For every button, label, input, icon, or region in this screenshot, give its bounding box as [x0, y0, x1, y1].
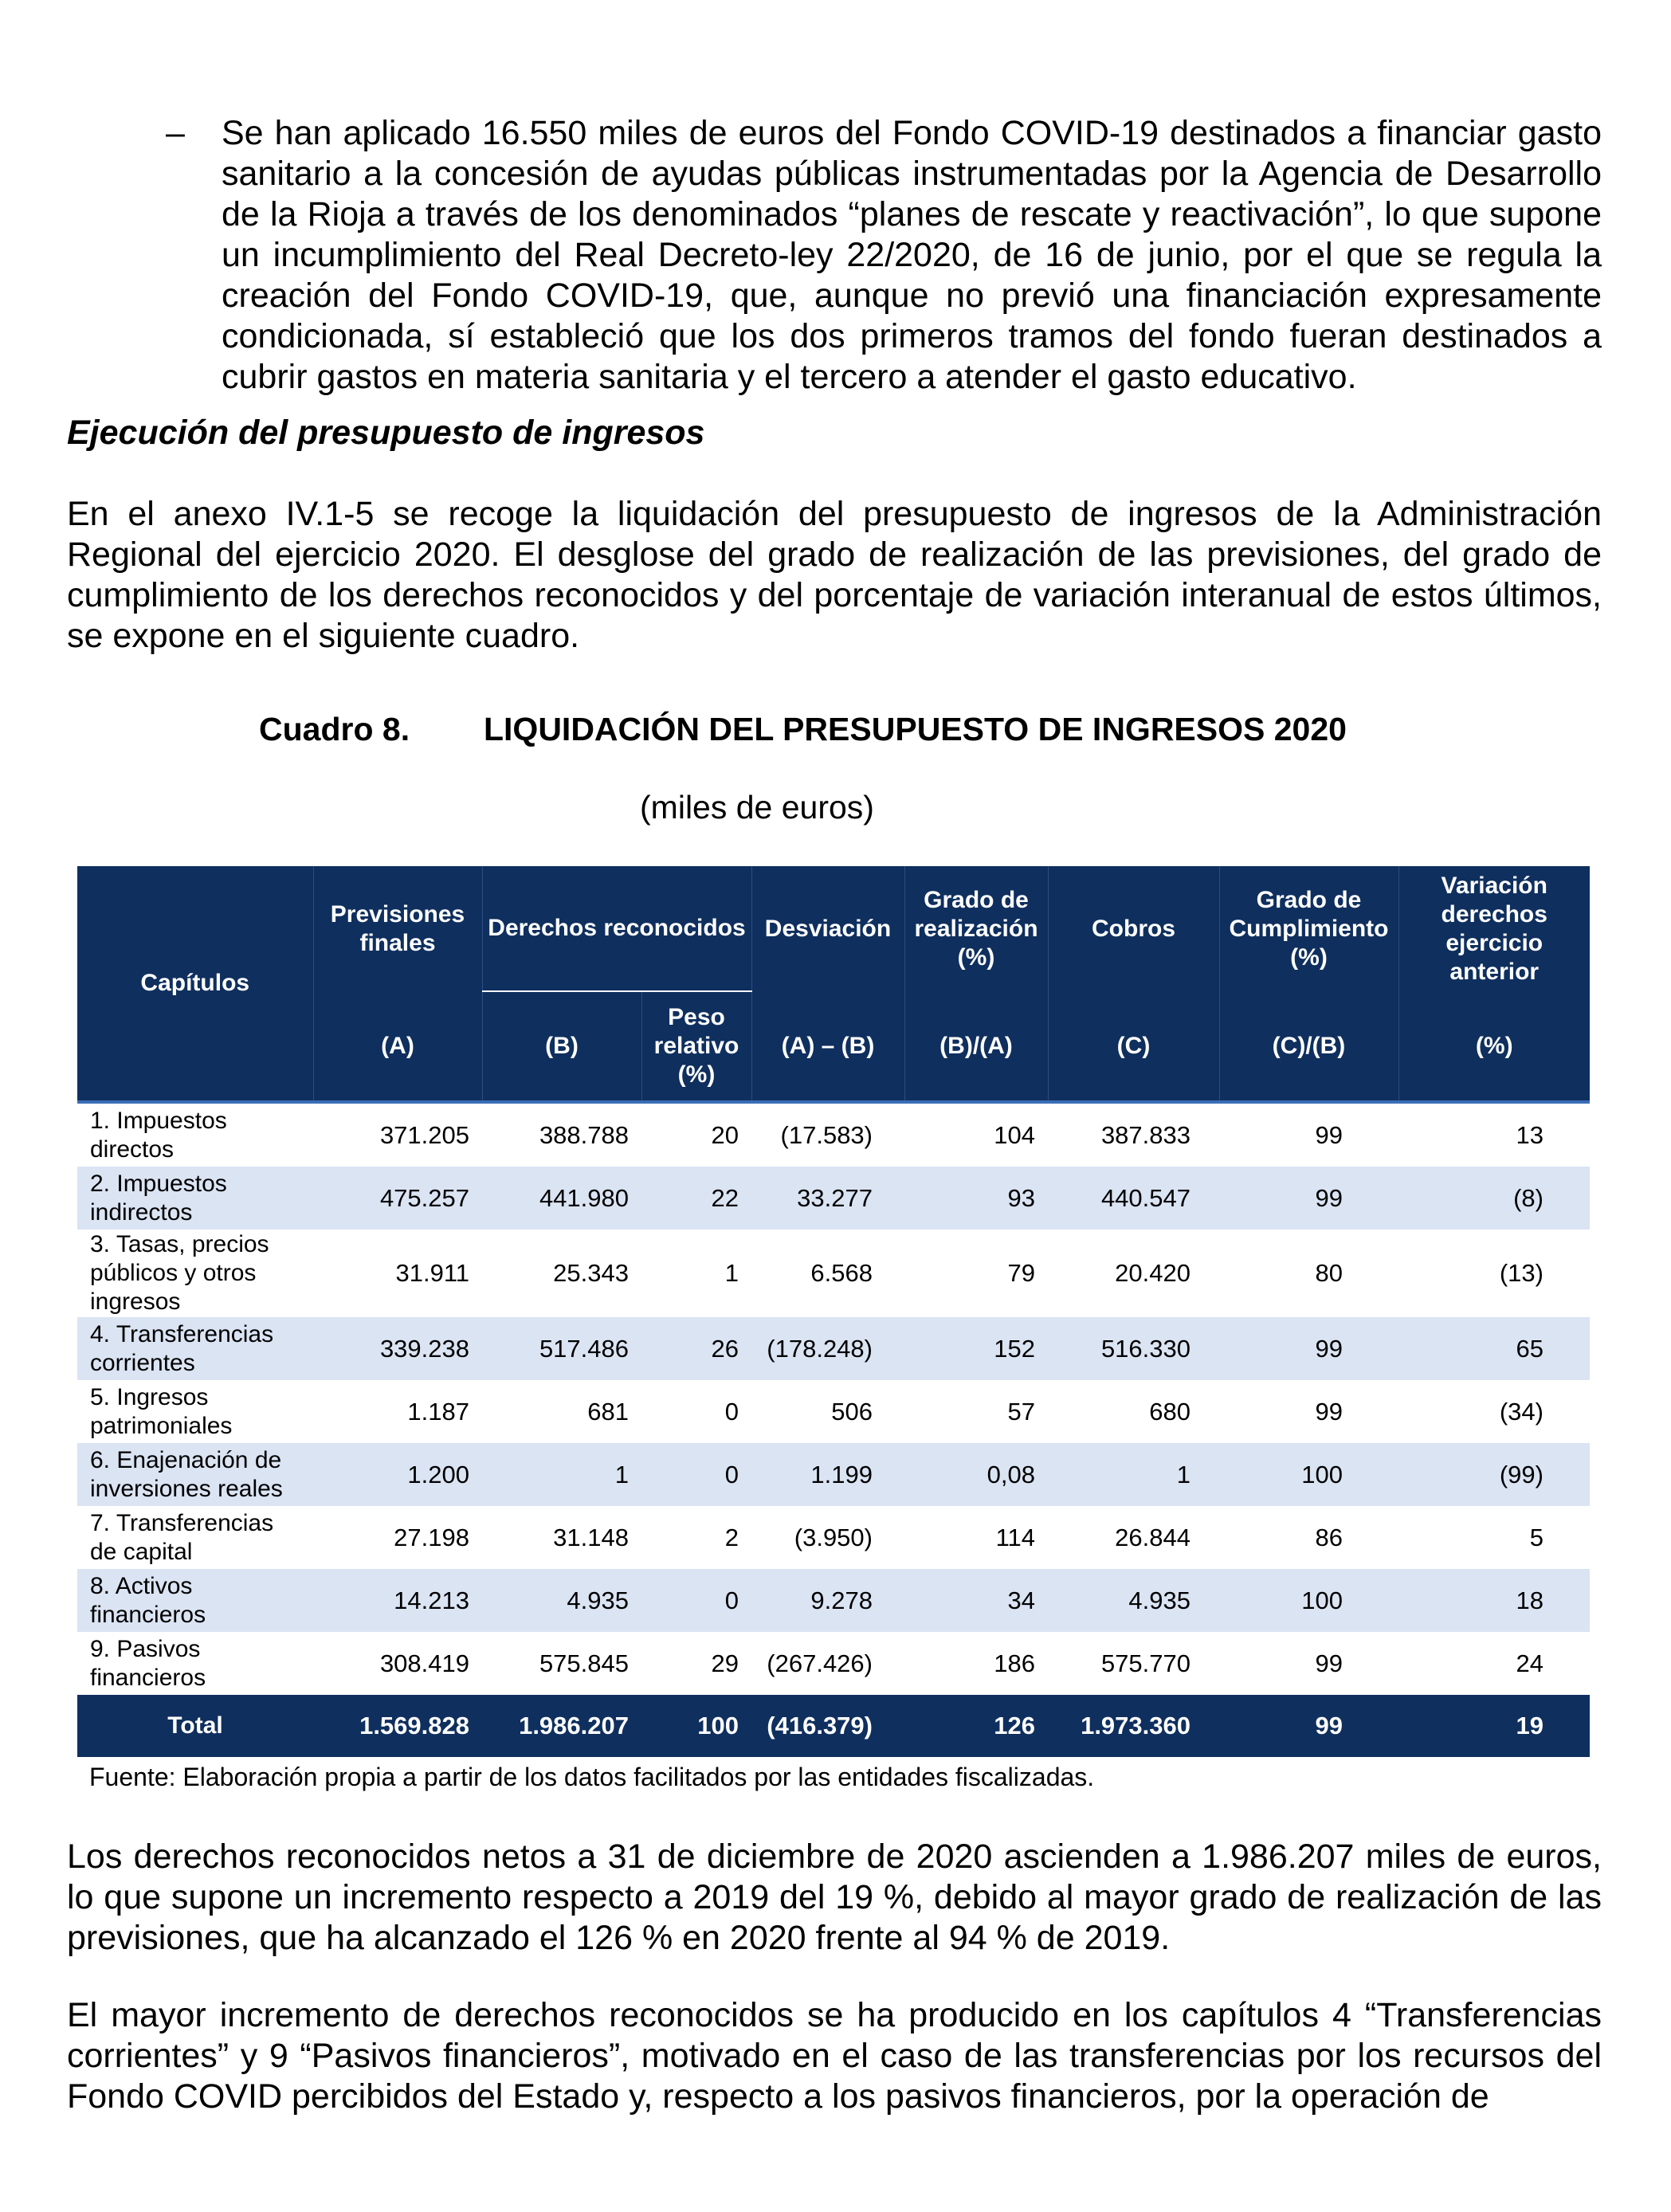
header-variacion: Variación derechos ejercicio anterior	[1398, 866, 1590, 991]
cell-previsiones: 339.238	[313, 1317, 482, 1380]
table-row	[77, 1230, 1590, 1317]
cell-previsiones: 475.257	[313, 1167, 482, 1230]
cell-cobros: 26.844	[1115, 1523, 1190, 1551]
cell-previsiones: 1.200	[313, 1443, 482, 1506]
subheader-b-over-a: (B)/(A)	[904, 991, 1048, 1102]
total-derechos: 1.986.207	[482, 1695, 641, 1757]
cell-peso: 0	[641, 1443, 751, 1506]
cell-cobros: 1	[1048, 1443, 1219, 1506]
cell-desviacion: 9.278	[751, 1569, 904, 1632]
section-heading: Ejecución del presupuesto de ingresos	[67, 414, 705, 452]
cell-derechos: 441.980	[482, 1167, 641, 1230]
cell-desviacion: 506	[831, 1397, 873, 1426]
cell-previsiones: 371.205	[379, 1120, 469, 1149]
cell-cobros: 440.547	[1048, 1167, 1219, 1230]
cell-capitulo: 2. Impuestos indirectos	[77, 1167, 313, 1230]
cell-previsiones: 31.911	[395, 1259, 469, 1287]
intro-paragraph: En el anexo IV.1-5 se recoge la liquidación del presupuesto de ingresos de la Administración Regional del ejercicio 2020. El desglose del grado de realización de las previsiones, del grado de cumplimiento de los derechos reconocidos y del porcentaje de variación interanual de estos últimos, se expone en el siguiente cuadro.	[67, 495, 1602, 655]
cell-realizacion: 34	[904, 1569, 1048, 1632]
table-title: LIQUIDACIÓN DEL PRESUPUESTO DE INGRESOS 2020	[484, 711, 1347, 747]
cell-peso: 26	[641, 1317, 751, 1380]
header-capitulos: Capítulos	[77, 866, 313, 1102]
cell-peso: 1	[724, 1259, 739, 1287]
table-source: Fuente: Elaboración propia a partir de los datos facilitados por las entidades fiscalizadas.	[89, 1763, 1095, 1791]
cell-variacion: 13	[1516, 1120, 1544, 1149]
subheader-b: (B)	[482, 991, 641, 1102]
cell-cobros: 516.330	[1048, 1317, 1219, 1380]
total-cobros: 1.973.360	[1048, 1695, 1219, 1757]
table-units: (miles de euros)	[640, 789, 874, 826]
income-budget-table	[77, 866, 1590, 1757]
bullet-text: Se han aplicado 16.550 miles de euros del Fondo COVID-19 destinados a financiar gasto sanitario a la concesión de ayudas públicas instrumentadas por la Agencia de Desarrollo de la Rioja a través de los denominados “planes de rescate y reactivación”, lo que supone un incumplimiento del Real Decreto-ley 22/2020, de 16 de junio, por el que se regula la creación del Fondo COVID-19, que, aunque no previó una financiación expresamente condicionada, sí estableció que los dos primeros tramos del fondo fueran destinados a cubrir gastos en materia sanitaria y el tercero a atender el gasto educativo.	[222, 114, 1602, 396]
cell-cumplimiento: 80	[1315, 1259, 1343, 1287]
table-row	[77, 1569, 1590, 1632]
table-row	[77, 1317, 1590, 1380]
cell-peso: 0	[724, 1397, 739, 1426]
header-derechos: Derechos reconocidos	[482, 866, 751, 991]
paragraph-derechos: Los derechos reconocidos netos a 31 de diciembre de 2020 ascienden a 1.986.207 miles de euros, lo que supone un incremento respecto a 2019 del 19 %, debido al mayor grado de realización de las previsiones, que ha alcanzado el 126 % en 2020 frente al 94 % de 2019.	[67, 1837, 1602, 1957]
cell-variacion: 18	[1398, 1569, 1590, 1632]
cell-derechos: 517.486	[482, 1317, 641, 1380]
table-label: Cuadro 8.	[259, 711, 410, 747]
cell-realizacion: 114	[995, 1523, 1035, 1551]
cell-desviacion: (178.248)	[751, 1317, 904, 1380]
subheader-peso: Peso relativo (%)	[641, 991, 751, 1102]
cell-desviacion: (3.950)	[794, 1523, 873, 1551]
cell-desviacion: (267.426)	[767, 1649, 873, 1677]
cell-cobros: 20.420	[1115, 1259, 1190, 1287]
paragraph-incremento: El mayor incremento de derechos reconocidos se ha producido en los capítulos 4 “Transferencias corrientes” y 9 “Pasivos financieros”, motivado en el caso de las transferencias por los recursos del Fondo COVID percibidos del Estado y, respecto a los pasivos financieros, por la operación de	[67, 1996, 1602, 2116]
subheader-pct: (%)	[1398, 991, 1590, 1102]
header-desviacion: Desviación	[751, 866, 904, 991]
cell-cumplimiento: 99	[1315, 1649, 1343, 1677]
cell-peso: 20	[711, 1120, 739, 1149]
table-row	[77, 1443, 1590, 1506]
total-variacion: 19	[1398, 1695, 1590, 1757]
cell-derechos: 1	[482, 1443, 641, 1506]
cell-derechos: 25.343	[553, 1259, 629, 1287]
subheader-a: (A)	[313, 991, 482, 1102]
table-row	[77, 1102, 1590, 1167]
cell-capitulo: 7. Transferencias de capital	[90, 1509, 274, 1565]
cell-variacion: (8)	[1398, 1167, 1590, 1230]
cell-variacion: (13)	[1499, 1259, 1544, 1287]
cell-variacion: 5	[1529, 1523, 1544, 1551]
table-row	[77, 1167, 1590, 1230]
cell-cumplimiento: 99	[1219, 1167, 1398, 1230]
cell-capitulo: 5. Ingresos patrimoniales	[90, 1383, 233, 1439]
cell-cobros: 4.935	[1048, 1569, 1219, 1632]
cell-realizacion: 152	[904, 1317, 1048, 1380]
cell-cumplimiento: 86	[1315, 1523, 1343, 1551]
cell-variacion: (34)	[1499, 1397, 1544, 1426]
cell-variacion: 24	[1516, 1649, 1544, 1677]
cell-cobros: 575.770	[1100, 1649, 1190, 1677]
cell-realizacion: 57	[1007, 1397, 1035, 1426]
header-cobros: Cobros	[1048, 866, 1219, 991]
cell-derechos: 388.788	[539, 1120, 629, 1149]
subheader-a-minus-b: (A) – (B)	[751, 991, 904, 1102]
cell-cumplimiento: 100	[1219, 1569, 1398, 1632]
header-grado-realizacion: Grado de realización (%)	[904, 866, 1048, 991]
total-previsiones: 1.569.828	[313, 1695, 482, 1757]
cell-derechos: 31.148	[553, 1523, 629, 1551]
bullet-dash: –	[166, 114, 185, 152]
cell-capitulo: 6. Enajenación de inversiones reales	[77, 1443, 313, 1506]
header-grado-cumplimiento: Grado de Cumplimiento (%)	[1219, 866, 1398, 991]
cell-realizacion: 186	[994, 1649, 1035, 1677]
cell-realizacion: 104	[994, 1120, 1035, 1149]
cell-realizacion: 0,08	[904, 1443, 1048, 1506]
subheader-c-over-b: (C)/(B)	[1219, 991, 1398, 1102]
cell-previsiones: 14.213	[313, 1569, 482, 1632]
cell-derechos: 575.845	[539, 1649, 629, 1677]
total-desviacion: (416.379)	[751, 1695, 904, 1757]
cell-capitulo: 3. Tasas, precios públicos y otros ingresos	[90, 1231, 269, 1315]
cell-variacion: (99)	[1398, 1443, 1590, 1506]
cell-capitulo: 1. Impuestos directos	[90, 1107, 227, 1163]
cell-variacion: 65	[1398, 1317, 1590, 1380]
table-header-row	[77, 866, 1590, 991]
table-row	[77, 1632, 1590, 1695]
cell-capitulo: 4. Transferencias corrientes	[77, 1317, 313, 1380]
cell-previsiones: 27.198	[394, 1523, 469, 1551]
cell-realizacion: 79	[1007, 1259, 1035, 1287]
cell-cumplimiento: 99	[1315, 1397, 1343, 1426]
cell-realizacion: 93	[904, 1167, 1048, 1230]
subheader-c: (C)	[1048, 991, 1219, 1102]
cell-cumplimiento: 99	[1219, 1317, 1398, 1380]
total-realizacion: 126	[904, 1695, 1048, 1757]
cell-desviacion: (17.583)	[780, 1120, 873, 1149]
total-cumplimiento: 99	[1219, 1695, 1398, 1757]
cell-peso: 29	[711, 1649, 739, 1677]
cell-desviacion: 6.568	[810, 1259, 873, 1287]
total-peso: 100	[641, 1695, 751, 1757]
cell-cumplimiento: 100	[1219, 1443, 1398, 1506]
cell-cobros: 680	[1149, 1397, 1190, 1426]
total-label: Total	[77, 1695, 313, 1757]
cell-desviacion: 1.199	[751, 1443, 904, 1506]
cell-peso: 22	[641, 1167, 751, 1230]
cell-previsiones: 308.419	[379, 1649, 469, 1677]
table-row	[77, 1380, 1590, 1443]
cell-peso: 2	[724, 1523, 739, 1551]
table-total-row	[77, 1695, 1590, 1757]
cell-peso: 0	[641, 1569, 751, 1632]
cell-capitulo: 8. Activos financieros	[77, 1569, 313, 1632]
cell-capitulo: 9. Pasivos financieros	[90, 1635, 206, 1691]
cell-desviacion: 33.277	[751, 1167, 904, 1230]
cell-cumplimiento: 99	[1315, 1120, 1343, 1149]
header-previsiones: Previsiones finales	[313, 866, 482, 991]
cell-derechos: 681	[587, 1397, 629, 1426]
cell-derechos: 4.935	[482, 1569, 641, 1632]
table-row	[77, 1506, 1590, 1569]
cell-previsiones: 1.187	[407, 1397, 469, 1426]
cell-cobros: 387.833	[1100, 1120, 1190, 1149]
